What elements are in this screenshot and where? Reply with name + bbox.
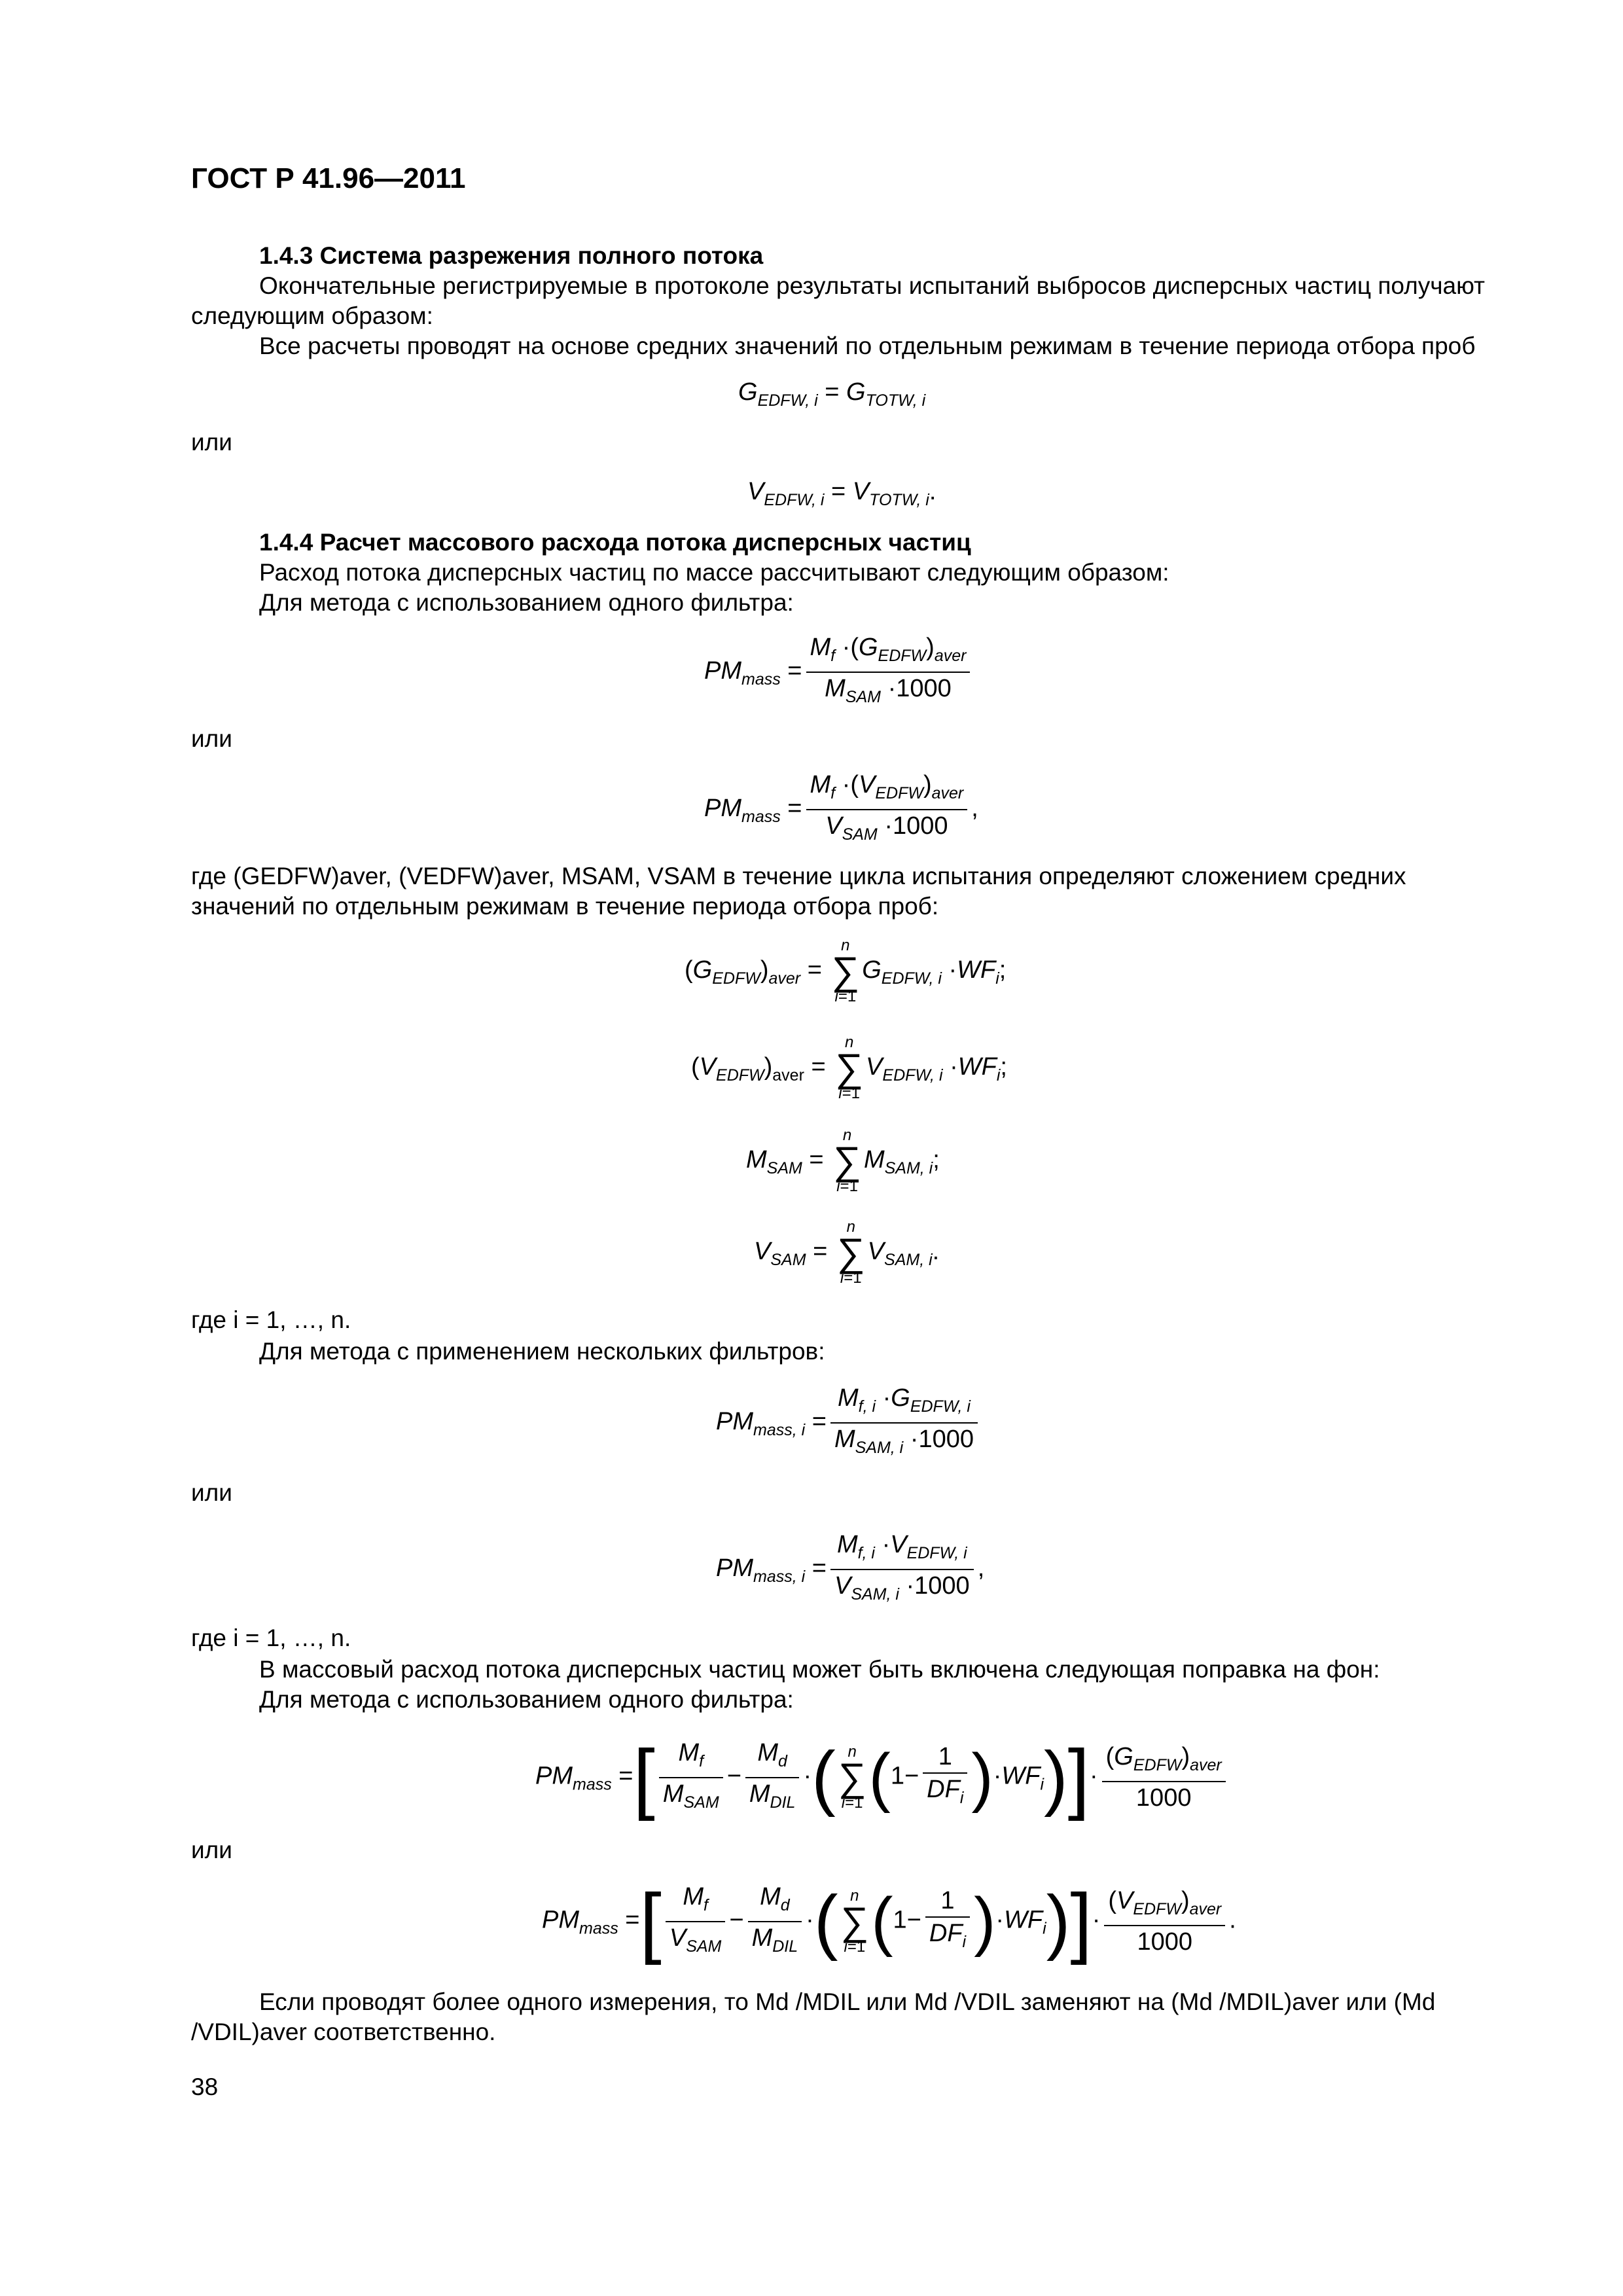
formula-pm-mass-v: $PM_{mass}$ = $\frac{M_f \cdot(V_{EDFW})_{aver}}{V_{SAM} \cdot 1000}$ , (704, 769, 978, 850)
paragraph-final-note: Если проводят более одного измерения, то Md /MDIL или Md /VDIL заменяют на (Md /MDIL)aver или (Md /VDIL)aver соответственно. (191, 1988, 1436, 2045)
formula-pm-mass-background-v: $PM_{mass}$ =[ $\frac{M_f}{V_{SAM}}$ − $\frac{M_d}{M_{DIL}}$ ·( n ∑ i=1 (1− $\frac{1}{DF_i}$ )$\cdot WF_i)]\cdot$ $\frac{(V_{EDFW})_{aver}}{1000}$ . (542, 1877, 1236, 1965)
formula-g-edfw: $G_{EDFW, i} = G_{TOTW, i}$ (738, 378, 926, 410)
section-title-text: 1.4.3 Система разрежения полного потока (259, 242, 764, 269)
section-1-4-4-title (191, 528, 1493, 558)
formula-pm-mass-i-v: $PM_{mass, i}$ = $\frac{M_{f, i} \cdot V_{EDFW, i}}{V_{SAM, i} \cdot 1000}$ , (716, 1529, 984, 1610)
formula-m-sam: $M_{SAM}$ = n ∑ i=1 $M_{SAM, i}$; (746, 1126, 940, 1195)
paragraph: Для метода с применением нескольких фильтров: (259, 1338, 825, 1365)
paragraph: Расход потока дисперсных частиц по массе рассчитывают следующим образом: (259, 559, 1169, 586)
paragraph: В массовый расход потока дисперсных частиц может быть включена следующая поправка на фон: (259, 1656, 1380, 1683)
paragraph: Все расчеты проводят на основе средних значений по отдельным режимам в течение периода отбора проб (259, 332, 1476, 359)
document-code-header: ГОСТ Р 41.96—2011 (191, 162, 466, 194)
where-i-range: где i = 1, …, n. (191, 1624, 351, 1651)
word-or: или (191, 1837, 232, 1863)
formula-pm-mass-i-g: $PM_{mass, i}$ = $\frac{M_{f, i} \cdot G_{EDFW, i}}{M_{SAM, i} \cdot 1000}$ (716, 1382, 982, 1463)
paragraph: Окончательные регистрируемые в протоколе результаты испытаний выбросов дисперсных частиц получают следующим образом: (191, 272, 1485, 329)
paragraph: Для метода с использованием одного фильтра: (259, 589, 794, 616)
formula-pm-mass-g: $PM_{mass}$ = $\frac{M_f \cdot(G_{EDFW})_{aver}}{M_{SAM} \cdot 1000}$ (704, 632, 974, 713)
word-or: или (191, 429, 232, 456)
word-or: или (191, 725, 232, 752)
formula-v-edfw-aver: $(V_{EDFW})_{aver}$ = n ∑ i=1 $V_{EDFW, i} \cdot WF_i$; (691, 1033, 1007, 1102)
section-title-text: 1.4.4 Расчет массового расхода потока дисперсных частиц (259, 529, 971, 556)
formula-g-edfw-aver: $(G_{EDFW})_{aver}$ = n ∑ i=1 $G_{EDFW, i} \cdot WF_i$; (685, 937, 1007, 1005)
paragraph: Для метода с использованием одного фильтра: (259, 1686, 794, 1713)
page-number: 38 (191, 2073, 219, 2100)
formula-v-sam: $V_{SAM}$ = n ∑ i=1 $V_{SAM, i}$. (754, 1218, 940, 1287)
section-1-4-3-title (191, 241, 1493, 271)
formula-pm-mass-background-g: $PM_{mass}$ =[ $\frac{M_f}{M_{SAM}}$ − $\frac{M_d}{M_{DIL}}$ ·( n ∑ i=1 (1− $\frac{1}{DF_i}$ )$\cdot WF_i)]\cdot$ $\frac{(G_{EDFW})_{aver}}{1000}$ (535, 1736, 1230, 1819)
paragraph-where-aver: где (GEDFW)aver, (VEDFW)aver, MSAM, VSAM в течение цикла испытания определяют сложением средних значений по отдельным режимам в течение периода отбора проб: (191, 863, 1406, 920)
formula-v-edfw: $V_{EDFW, i} = V_{TOTW, i}$. (747, 478, 936, 509)
where-i-range: где i = 1, …, n. (191, 1306, 351, 1333)
word-or: или (191, 1479, 232, 1506)
